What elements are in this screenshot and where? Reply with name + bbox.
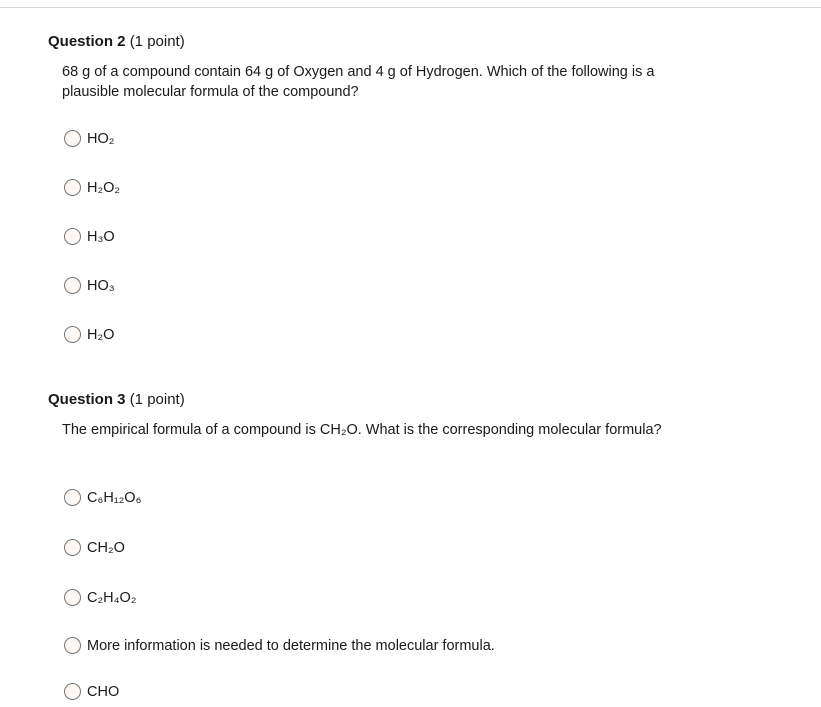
option-label: HO₂ xyxy=(87,130,115,147)
option-q2-2[interactable] xyxy=(64,179,120,196)
radio-button[interactable] xyxy=(64,130,81,147)
question-title: Question 2 xyxy=(48,33,126,50)
radio-button[interactable] xyxy=(64,539,81,556)
question-3-text: The empirical formula of a compound is CH₂O. What is the corresponding molecular formula? xyxy=(62,422,662,438)
radio-button[interactable] xyxy=(64,277,81,294)
question-points: (1 point) xyxy=(129,33,185,50)
question-points: (1 point) xyxy=(129,391,185,408)
option-q2-5[interactable] xyxy=(64,326,114,343)
option-label: H₃O xyxy=(87,228,115,245)
option-label: HO₃ xyxy=(87,277,115,294)
option-label: H₂O₂ xyxy=(87,179,121,196)
option-q3-2[interactable] xyxy=(64,539,125,556)
radio-button[interactable] xyxy=(64,589,81,606)
option-q2-1[interactable] xyxy=(64,130,114,147)
radio-button[interactable] xyxy=(64,228,81,245)
option-q3-3[interactable] xyxy=(64,589,136,606)
question-3-header xyxy=(48,391,185,408)
option-label: H₂O xyxy=(87,326,115,343)
option-q3-1[interactable] xyxy=(64,489,141,506)
option-label: CHO xyxy=(87,683,120,700)
radio-button[interactable] xyxy=(64,489,81,506)
option-q3-5[interactable] xyxy=(64,683,119,700)
radio-button[interactable] xyxy=(64,326,81,343)
option-q3-4[interactable] xyxy=(64,637,495,654)
option-label: More information is needed to determine the molecular formula. xyxy=(87,637,495,654)
radio-button[interactable] xyxy=(64,637,81,654)
radio-button[interactable] xyxy=(64,683,81,700)
option-label: C₂H₄O₂ xyxy=(87,589,137,606)
option-label: C₆H₁₂O₆ xyxy=(87,489,142,506)
option-label: CH₂O xyxy=(87,539,125,556)
radio-button[interactable] xyxy=(64,179,81,196)
option-q2-4[interactable] xyxy=(64,277,115,294)
top-divider xyxy=(0,7,821,8)
option-q2-3[interactable] xyxy=(64,228,115,245)
question-2-text: 68 g of a compound contain 64 g of Oxygen and 4 g of Hydrogen. Which of the following is a plausible molecular formula of the compound? xyxy=(62,64,655,100)
question-title: Question 3 xyxy=(48,391,126,408)
question-2-header xyxy=(48,33,185,50)
